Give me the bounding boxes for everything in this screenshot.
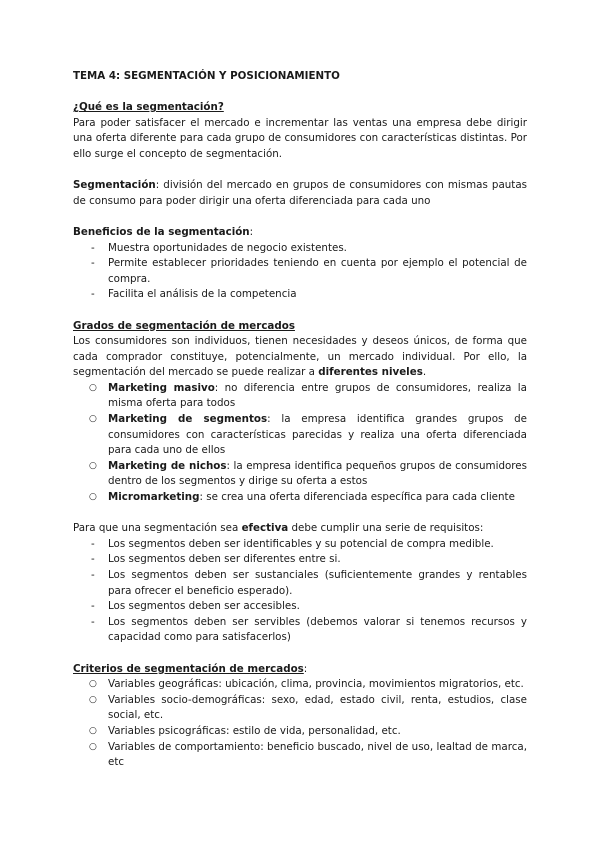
criteria-list: [73, 677, 527, 771]
list-item: [73, 490, 527, 506]
level-term: Marketing masivo: [108, 381, 215, 394]
level-term: Micromarketing: [108, 491, 200, 504]
document-content: [73, 69, 527, 771]
requirements-intro-bold: efectiva: [241, 522, 289, 535]
level-text: : se crea una oferta diferenciada específica para cada cliente: [199, 491, 515, 504]
list-item: [73, 381, 527, 412]
list-item: ○ Variables socio-demográficas: sexo, edad, estado civil, renta, estudios, clase social, etc.: [73, 693, 527, 724]
list-item: - Muestra oportunidades de negocio existentes.: [73, 241, 527, 257]
requirements-list: [73, 537, 527, 646]
benefits-heading-line: [73, 225, 527, 241]
grades-bold: diferentes niveles: [318, 366, 423, 379]
list-item: - Los segmentos deben ser accesibles.: [73, 599, 527, 615]
list-item: - Los segmentos deben ser diferentes entre si.: [73, 552, 527, 568]
list-item: ○ Variables geográficas: ubicación, clima, provincia, movimientos migratorios, etc.: [73, 677, 527, 693]
criteria-colon: :: [303, 662, 308, 675]
list-item: ○ Variables psicográficas: estilo de vida, personalidad, etc.: [73, 724, 527, 740]
definition-paragraph: [73, 178, 527, 209]
list-item: [73, 412, 527, 459]
level-term: Marketing de nichos: [108, 459, 227, 472]
requirements-intro-start: Para que una segmentación sea: [73, 522, 242, 535]
level-text: : no diferencia entre grupos de consumidores, realiza la misma oferta para todos: [108, 381, 527, 410]
list-item: - Permite establecer prioridades teniendo en cuenta por ejemplo el potencial de compra.: [73, 256, 527, 287]
list-item: ○ Variables de comportamiento: beneficio buscado, nivel de uso, lealtad de marca, etc: [73, 740, 527, 771]
criteria-heading-line: [73, 662, 527, 678]
levels-list: [73, 381, 527, 506]
document-title: TEMA 4: SEGMENTACIÓN Y POSICIONAMIENTO: [73, 70, 340, 82]
grades-paragraph: [73, 334, 527, 381]
level-text: : la empresa identifica pequeños grupos de consumidores dentro de los segmentos y dirige su oferta a estos: [108, 459, 527, 488]
requirements-intro-end: debe cumplir una serie de requisitos:: [288, 522, 484, 535]
section-heading-grades: Grados de segmentación de mercados: [73, 319, 295, 332]
grades-end: .: [422, 366, 427, 379]
requirements-intro: [73, 521, 527, 537]
level-term: Marketing de segmentos: [108, 413, 268, 426]
list-item: - Los segmentos deben ser servibles (debemos valorar si tenemos recursos y capacidad como para satisfacerlos): [73, 615, 527, 646]
list-item: - Los segmentos deben ser identificables y su potencial de compra medible.: [73, 537, 527, 553]
definition-term: Segmentación: [73, 179, 156, 192]
section-heading-criteria: Criterios de segmentación de mercados: [73, 662, 304, 675]
definition-text: : división del mercado en grupos de consumidores con mismas pautas de consumo para poder dirigir una oferta diferenciada para cada uno: [73, 179, 527, 207]
list-item: - Los segmentos deben ser sustanciales (suficientemente grandes y rentables para ofrecer el beneficio esperado).: [73, 568, 527, 599]
benefits-heading: Beneficios de la segmentación: [73, 225, 250, 238]
level-text: : la empresa identifica grandes grupos de consumidores con características parecidas y realiza una oferta diferenciada para cada uno de ellos: [108, 413, 527, 457]
section-heading-what-is: ¿Qué es la segmentación?: [73, 101, 224, 114]
benefits-list: [73, 241, 527, 303]
grades-text: Los consumidores son individuos, tienen necesidades y deseos únicos, de forma que cada comprador constituye, potencialmente, un mercado individual. Por ello, la segmentación del mercado se puede realizar a: [73, 335, 527, 379]
benefits-colon: :: [249, 225, 254, 238]
list-item: [73, 459, 527, 490]
what-is-paragraph: Para poder satisfacer el mercado e incrementar las ventas una empresa debe dirigir una oferta diferente para cada grupo de consumidores con características distintas. Por ello surge el concepto de segmentación.: [73, 116, 527, 160]
list-item: - Facilita el análisis de la competencia: [73, 287, 527, 303]
